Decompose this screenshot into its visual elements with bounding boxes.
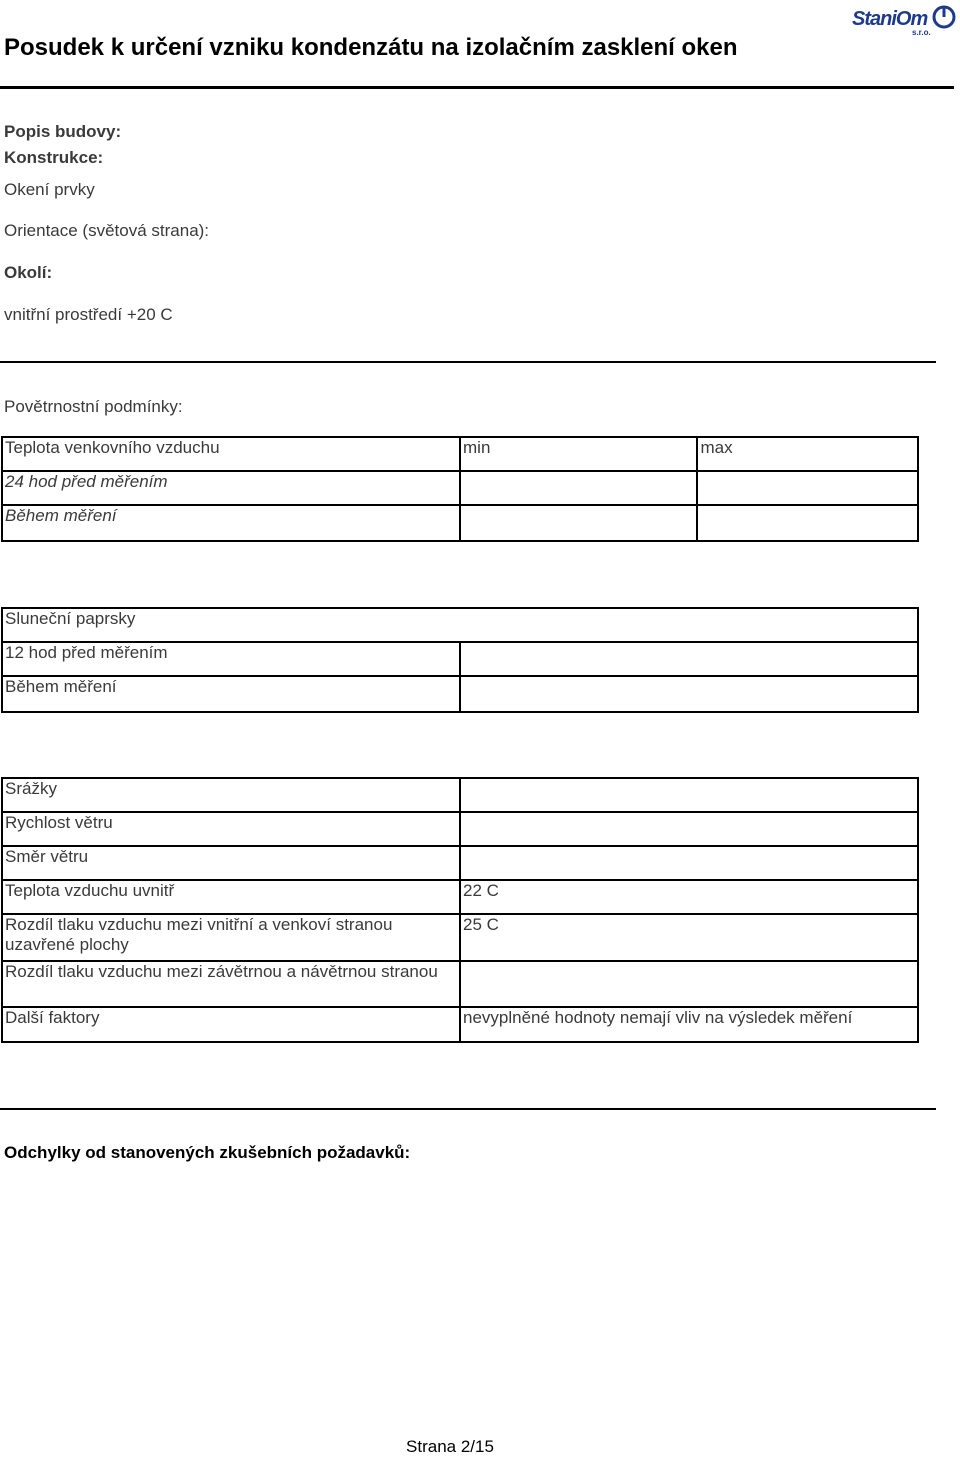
page-number: Strana 2/15	[406, 1437, 494, 1456]
table-cell	[460, 676, 918, 712]
table-cell: Rozdíl tlaku vzduchu mezi vnitřní a venkoví stranou uzavřené plochy	[2, 914, 460, 961]
table-cell: 22 C	[460, 880, 918, 914]
weather-heading: Povětrnostní podmínky:	[4, 397, 183, 416]
table-cell	[460, 505, 697, 541]
table-cell: Během měření	[2, 505, 460, 541]
table-cell: Rozdíl tlaku vzduchu mezi závětrnou a návětrnou stranou	[2, 961, 460, 1007]
table-cell	[460, 812, 918, 846]
table-cell: 12 hod před měřením	[2, 642, 460, 676]
table-cell: Další faktory	[2, 1007, 460, 1042]
table-cell	[697, 471, 918, 505]
conditions-table	[1, 777, 919, 1043]
table-cell: Teplota vzduchu uvnitř	[2, 880, 460, 914]
label-popis-budovy: Popis budovy:	[4, 122, 122, 141]
label-okenni-prvky: Okení prvky	[4, 180, 95, 199]
table-row	[2, 505, 918, 541]
outdoor-temperature-table	[1, 436, 919, 542]
logo-graphic	[852, 4, 956, 36]
section-divider	[0, 361, 936, 363]
sunshine-table	[1, 607, 919, 713]
label-okoli: Okolí:	[4, 263, 53, 282]
table-cell: nevyplněné hodnoty nemají vliv na výsledek měření	[460, 1007, 918, 1042]
logo-subtext: s.r.o.	[912, 28, 931, 36]
table-row	[2, 642, 918, 676]
table-cell: min	[460, 437, 697, 471]
company-logo	[852, 4, 956, 36]
table-cell: Směr větru	[2, 846, 460, 880]
table-cell: 24 hod před měřením	[2, 471, 460, 505]
table-cell: max	[697, 437, 918, 471]
table-cell: Sluneční paprsky	[2, 608, 460, 642]
logo-wordmark: StaniOm	[852, 8, 928, 30]
table-row	[2, 676, 918, 712]
label-vnitrni-prostredi: vnitřní prostředí +20 C	[4, 305, 173, 324]
table-row	[2, 846, 918, 880]
table-row	[2, 471, 918, 505]
table-row	[2, 880, 918, 914]
table-cell	[460, 961, 918, 1007]
deviations-heading: Odchylky od stanovených zkušebních požadavků:	[4, 1143, 411, 1162]
table-row	[2, 1007, 918, 1042]
table-row	[2, 914, 918, 961]
table-cell	[460, 642, 918, 676]
table-row	[2, 608, 918, 642]
table-row	[2, 778, 918, 812]
table-row	[2, 961, 918, 1007]
table-cell	[460, 608, 918, 642]
table-cell: Teplota venkovního vzduchu	[2, 437, 460, 471]
label-konstrukce: Konstrukce:	[4, 148, 104, 167]
label-orientace: Orientace (světová strana):	[4, 221, 210, 240]
page-title: Posudek k určení vzniku kondenzátu na izolačním zasklení oken	[4, 34, 738, 61]
table-cell	[460, 778, 918, 812]
table-cell: 25 C	[460, 914, 918, 961]
section-divider	[0, 1108, 936, 1110]
table-header-row	[2, 437, 918, 471]
table-row	[2, 812, 918, 846]
table-cell	[460, 471, 697, 505]
table-cell: Během měření	[2, 676, 460, 712]
table-cell	[460, 846, 918, 880]
table-cell: Rychlost větru	[2, 812, 460, 846]
table-cell: Srážky	[2, 778, 460, 812]
table-cell	[697, 505, 918, 541]
header-divider	[0, 86, 954, 89]
